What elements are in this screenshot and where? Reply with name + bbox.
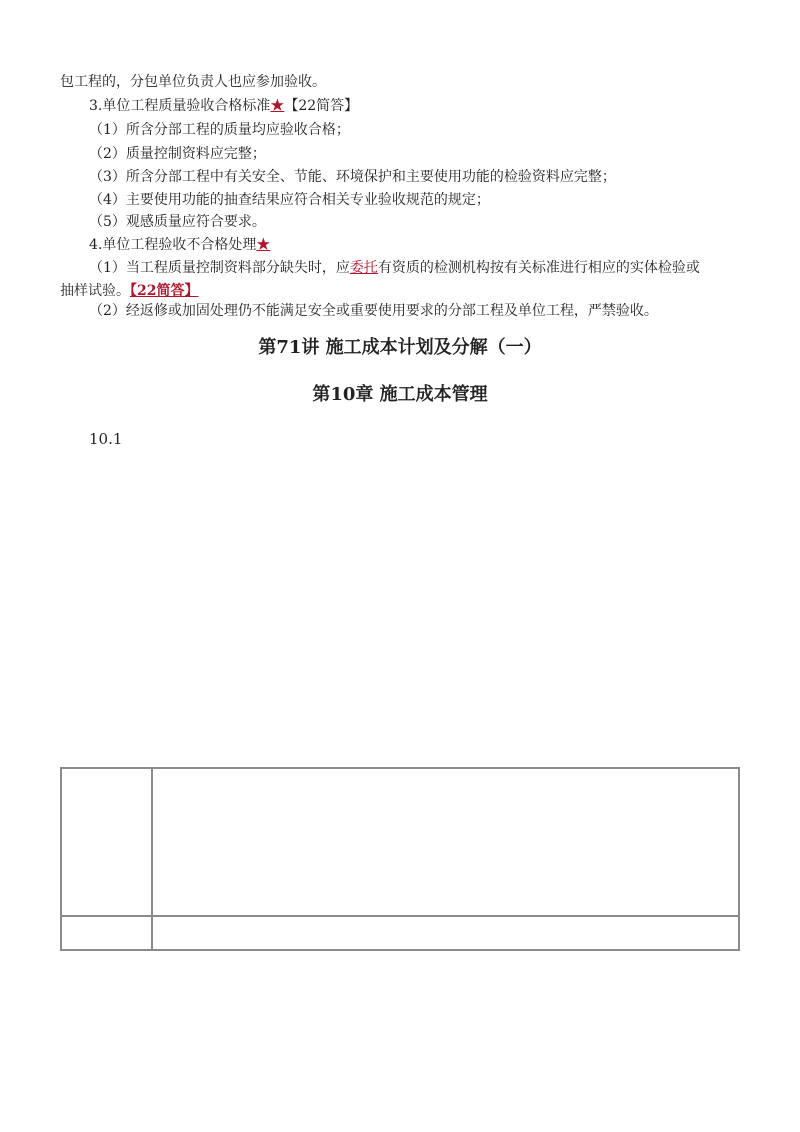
list-item: （1）所含分部工程的质量均应验收合格； [89,122,350,138]
entrust-link[interactable]: 委托 [349,260,378,276]
standard-heading-text: 3.单位工程质量验收合格标准 [89,98,271,114]
star-icon: ★ [270,98,285,114]
list-item-text: 有资质的检测机构按有关标准进行相应的实体检验或 [377,260,700,276]
table-row-divider [62,915,738,917]
standard-heading [89,96,358,116]
list-item: （2）质量控制资料应完整； [89,146,266,162]
chapter-title: 第10章 施工成本管理 [312,384,488,405]
list-item: （2）经返修或加固处理仍不能满足安全或重要使用要求的分部工程及单位工程，严禁验收。 [89,303,658,319]
handling-heading-text: 4.单位工程验收不合格处理 [89,237,257,253]
star-icon: ★ [256,237,271,253]
list-item [89,258,700,278]
list-item-text: （1）当工程质量控制资料部分缺失时，应 [89,260,350,276]
handling-heading [89,235,270,255]
paragraph-line: 包工程的，分包单位负责人也应参加验收。 [60,74,326,90]
paragraph-line [60,281,198,301]
lecture-title: 第71讲 施工成本计划及分解（一） [258,337,542,358]
paragraph-text: 抽样试验。 [60,283,130,299]
exam-tag: 【22简答】 [284,98,359,114]
list-item: （4）主要使用功能的抽查结果应符合相关专业验收规范的规定； [89,192,490,208]
list-item: （3）所含分部工程中有关安全、节能、环境保护和主要使用功能的检验资料应完整； [89,169,616,185]
exam-tag-link[interactable]: 【22简答】 [130,283,199,299]
table-column-divider [151,769,153,949]
content-table [60,767,740,951]
section-number: 10.1 [89,430,123,448]
list-item: （5）观感质量应符合要求。 [89,214,266,230]
